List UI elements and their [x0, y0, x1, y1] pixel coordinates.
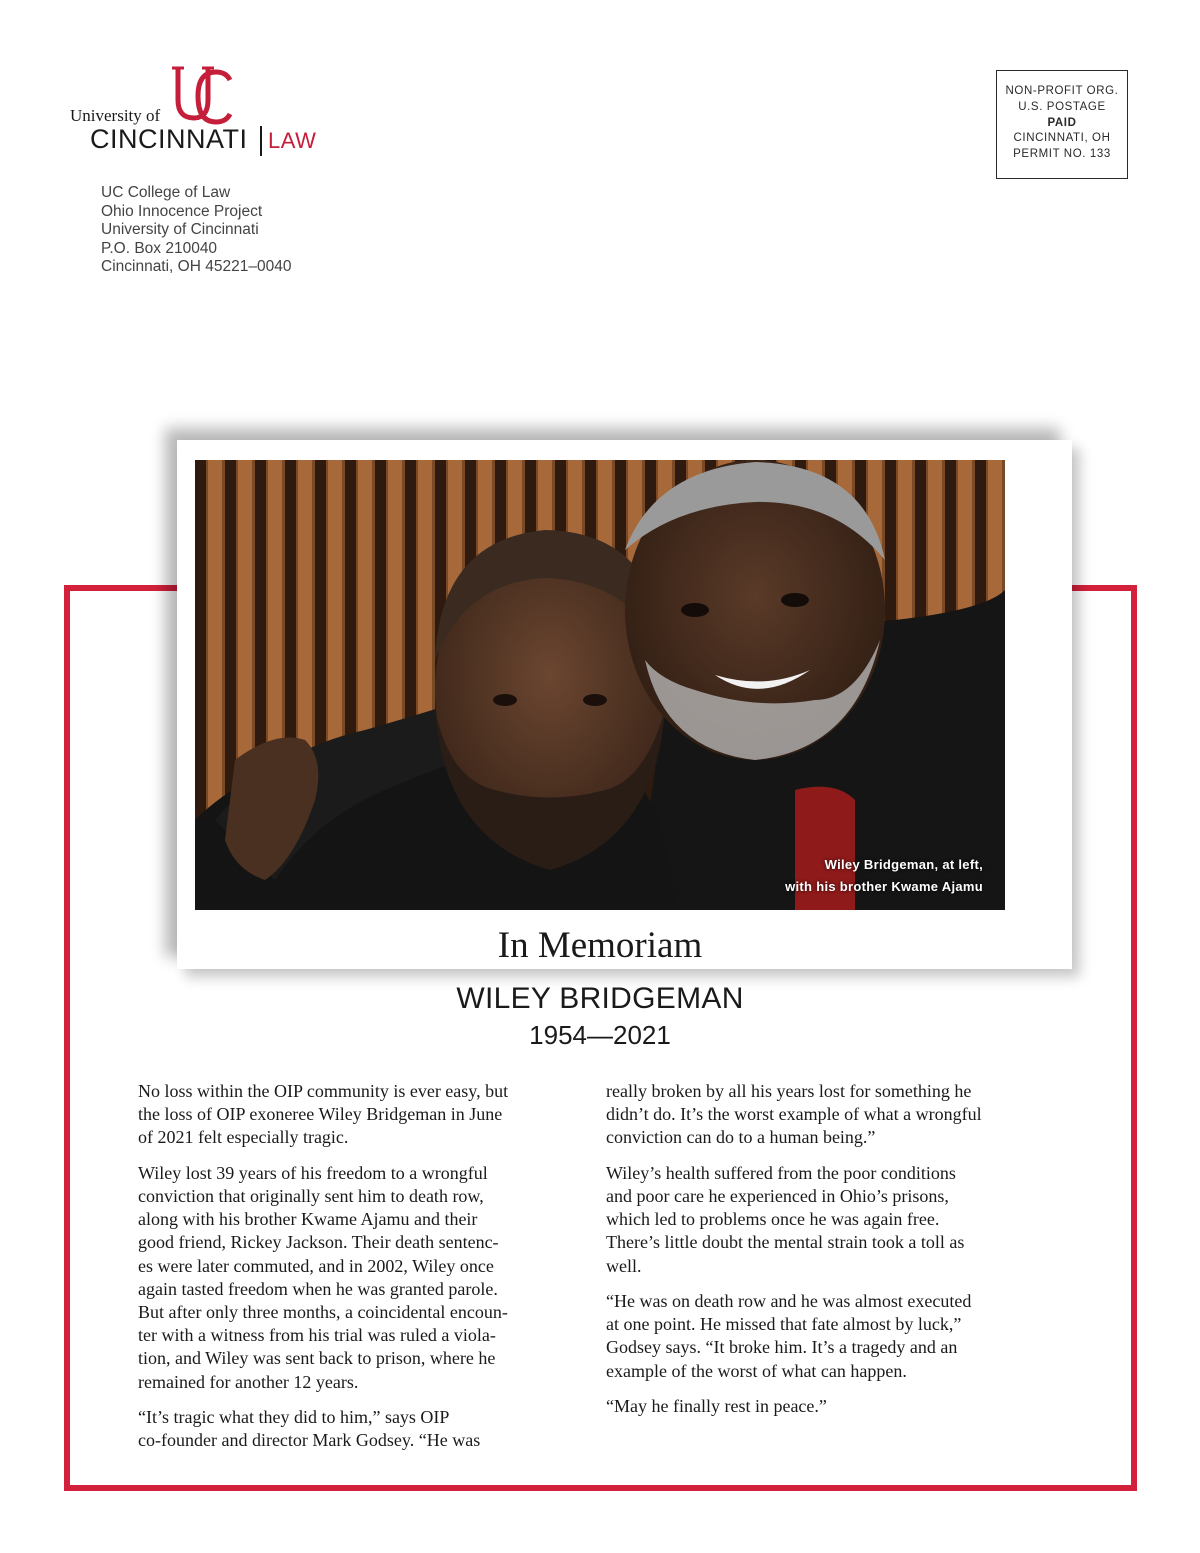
subject-name: WILEY BRIDGEMAN [456, 982, 744, 1015]
text-line: conviction that originally sent him to death row, [138, 1186, 484, 1206]
postage-line: CINCINNATI, OH [1013, 132, 1111, 145]
article-column-left [138, 1080, 598, 1465]
photo-caption [785, 854, 983, 898]
return-address [101, 184, 291, 277]
text-line: co-founder and director Mark Godsey. “He was [138, 1430, 481, 1451]
text-line: es were later commuted, and in 2002, Wiley once [138, 1255, 494, 1276]
text-line: Godsey says. “It broke him. It’s a tragedy and an [606, 1337, 958, 1358]
text-line: really broken by all his years lost for something he [606, 1081, 972, 1101]
text-line: But after only three months, a coincidental encoun- [138, 1302, 508, 1323]
text-line: which led to problems once he was again free. [606, 1209, 940, 1230]
article-paragraph [606, 1290, 1056, 1383]
article-paragraph [606, 1080, 1056, 1150]
text-line: “He was on death row and he was almost executed [606, 1291, 972, 1311]
text-line: along with his brother Kwame Ajamu and their [138, 1209, 478, 1230]
text-line: good friend, Rickey Jackson. Their death sentenc- [138, 1232, 499, 1253]
article-paragraph [138, 1406, 598, 1452]
text-line: There’s little doubt the mental strain took a toll as [606, 1232, 965, 1253]
article-column-right [606, 1080, 1056, 1430]
address-line: Ohio Innocence Project [101, 202, 263, 220]
postage-indicia [996, 70, 1128, 179]
address-line: UC College of Law [101, 184, 231, 201]
logo-law: LAW [268, 128, 317, 153]
article-paragraph [606, 1162, 1056, 1278]
text-line: at one point. He missed that fate almost by luck,” [606, 1314, 962, 1335]
caption-line: Wiley Bridgeman, at left, [824, 857, 983, 872]
text-line: “It’s tragic what they did to him,” says OIP [138, 1407, 450, 1428]
text-line: Wiley’s health suffered from the poor conditions [606, 1162, 956, 1183]
text-line: Wiley lost 39 years of his freedom to a wrongful [138, 1162, 488, 1183]
text-line: example of the worst of what can happen. [606, 1360, 907, 1381]
address-line: University of Cincinnati [101, 221, 259, 239]
logo-divider [260, 126, 262, 156]
text-line: “May he finally rest in peace.” [606, 1396, 827, 1416]
address-line: P.O. Box 210040 [101, 239, 218, 257]
postage-line: NON-PROFIT ORG. [1005, 85, 1119, 97]
text-line: didn’t do. It’s the worst example of what a wrongful [606, 1104, 982, 1125]
caption-line: with his brother Kwame Ajamu [785, 879, 983, 894]
photo-illustration [195, 460, 1005, 910]
logo-university-of: University of [70, 106, 161, 125]
text-line: remained for another 12 years. [138, 1371, 359, 1392]
portrait-photo [195, 460, 1005, 910]
text-line: the loss of OIP exoneree Wiley Bridgeman in June [138, 1104, 503, 1125]
page-title: In Memoriam [497, 925, 703, 966]
text-line: well. [606, 1255, 642, 1276]
text-line: conviction can do to a human being.” [606, 1127, 876, 1148]
text-line: and poor care he experienced in Ohio’s prisons, [606, 1186, 949, 1206]
postage-line: U.S. POSTAGE [1018, 100, 1106, 113]
logo-cincinnati: CINCINNATI [90, 124, 248, 154]
uc-law-logo [68, 66, 328, 166]
subject-years: 1954—2021 [529, 1020, 671, 1050]
uc-monogram-icon [168, 66, 234, 126]
text-line: No loss within the OIP community is ever easy, but [138, 1081, 509, 1101]
article-paragraph [606, 1395, 1056, 1418]
text-line: ter with a witness from his trial was ruled a viola- [138, 1325, 496, 1346]
text-line: of 2021 felt especially tragic. [138, 1127, 349, 1148]
article-paragraph [138, 1080, 598, 1150]
article-paragraph [138, 1162, 598, 1394]
text-line: tion, and Wiley was sent back to prison, where he [138, 1348, 496, 1369]
text-line: again tasted freedom when he was granted parole. [138, 1278, 498, 1299]
address-line: Cincinnati, OH 45221–0040 [101, 258, 292, 276]
postage-paid: PAID [1047, 116, 1077, 129]
postage-line: PERMIT NO. 133 [1013, 148, 1111, 161]
